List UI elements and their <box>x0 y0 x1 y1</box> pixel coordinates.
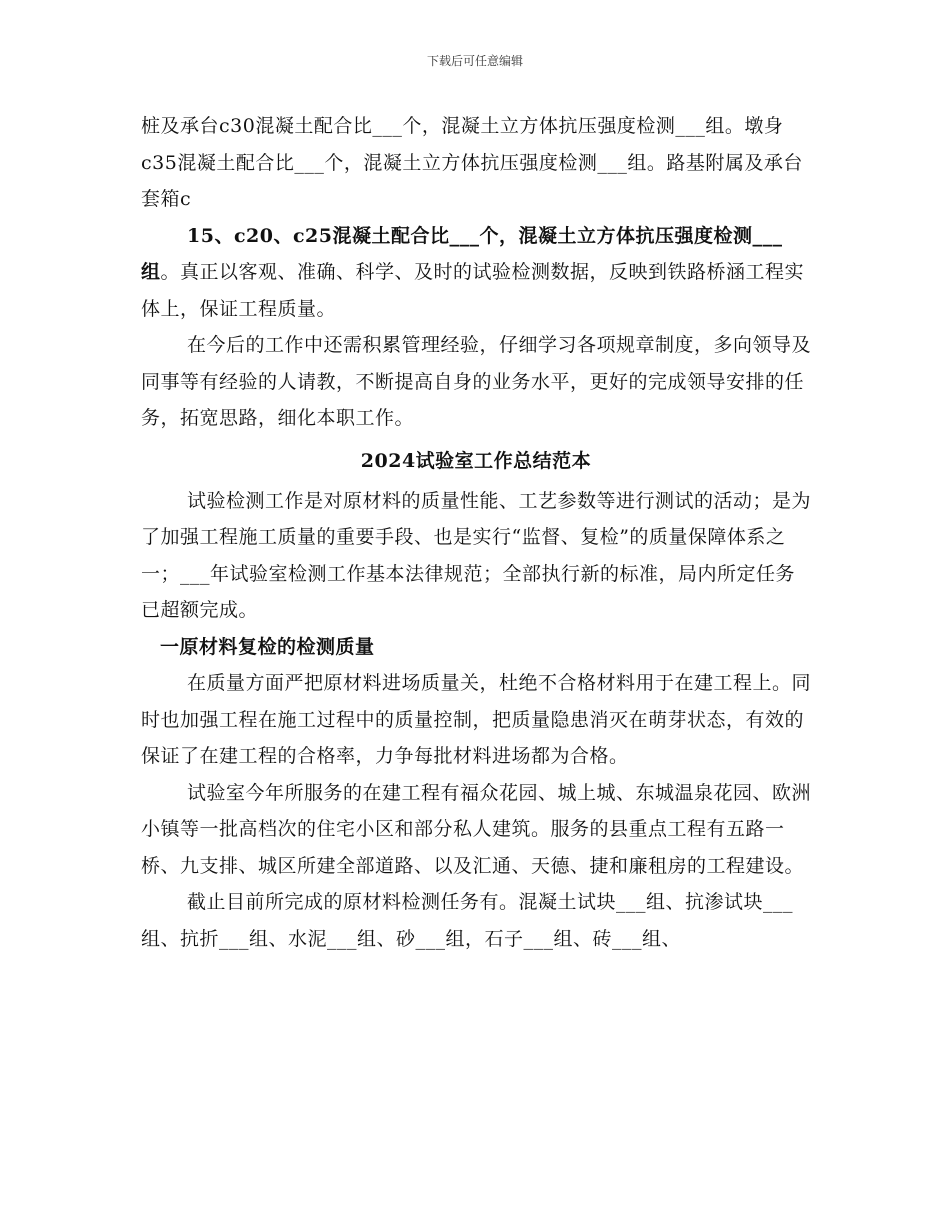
paragraph-tasks: 截止目前所完成的原材料检测任务有。混凝土试块___组、抗渗试块___组、抗折___组、水泥___组、砂___组，石子___组、砖___组、 <box>141 891 794 950</box>
paragraph-intro: 试验检测工作是对原材料的质量性能、工艺参数等进行测试的活动；是为了加强工程施工质量的重要手段、也是实行“监督、复检”的质量保障体系之一；___年试验室检测工作基本法律规范；全部执行新的标准，局内所定任务已超额完成。 <box>141 489 812 621</box>
paragraph-continuation: 桩及承台c30混凝土配合比___个，混凝土立方体抗压强度检测___组。墩身c35混凝土配合比___个，混凝土立方体抗压强度检测___组。路基附属及承台套箱c <box>141 115 803 210</box>
paragraph-concrete-tests <box>141 218 811 328</box>
paragraph-future-work: 在今后的工作中还需积累管理经验，仔细学习各项规章制度，多向领导及同事等有经验的人请教，不断提高自身的业务水平，更好的完成领导安排的任务，拓宽思路，细化本职工作。 <box>141 334 812 429</box>
paragraph-text: 。真正以客观、准确、科学、及时的试验检测数据，反映到铁路桥涵工程实体上，保证工程质量。 <box>141 261 805 320</box>
document-body <box>141 108 811 957</box>
paragraph-projects: 试验室今年所服务的在建工程有福众花园、城上城、东城温泉花园、欧洲小镇等一批高档次的住宅小区和部分私人建筑。服务的县重点工程有五路一桥、九支排、城区所建全部道路、以及汇通、天德、捷和廉租房的工程建设。 <box>141 781 812 877</box>
bold-text: 15、c20、c25混凝土配合比___个，混凝土立方体抗压强度检测___组 <box>141 224 783 283</box>
section-title: 2024试验室工作总结范本 <box>360 449 592 472</box>
section-heading: 一原材料复检的检测质量 <box>160 635 375 658</box>
paragraph-quality: 在质量方面严把原材料进场质量关，杜绝不合格材料用于在建工程上。同时也加强工程在施工过程中的质量控制，把质量隐患消灭在萌芽状态，有效的保证了在建工程的合格率，力争每批材料进场都为合格。 <box>141 672 812 767</box>
page-header: 下载后可任意编辑 <box>426 54 523 68</box>
